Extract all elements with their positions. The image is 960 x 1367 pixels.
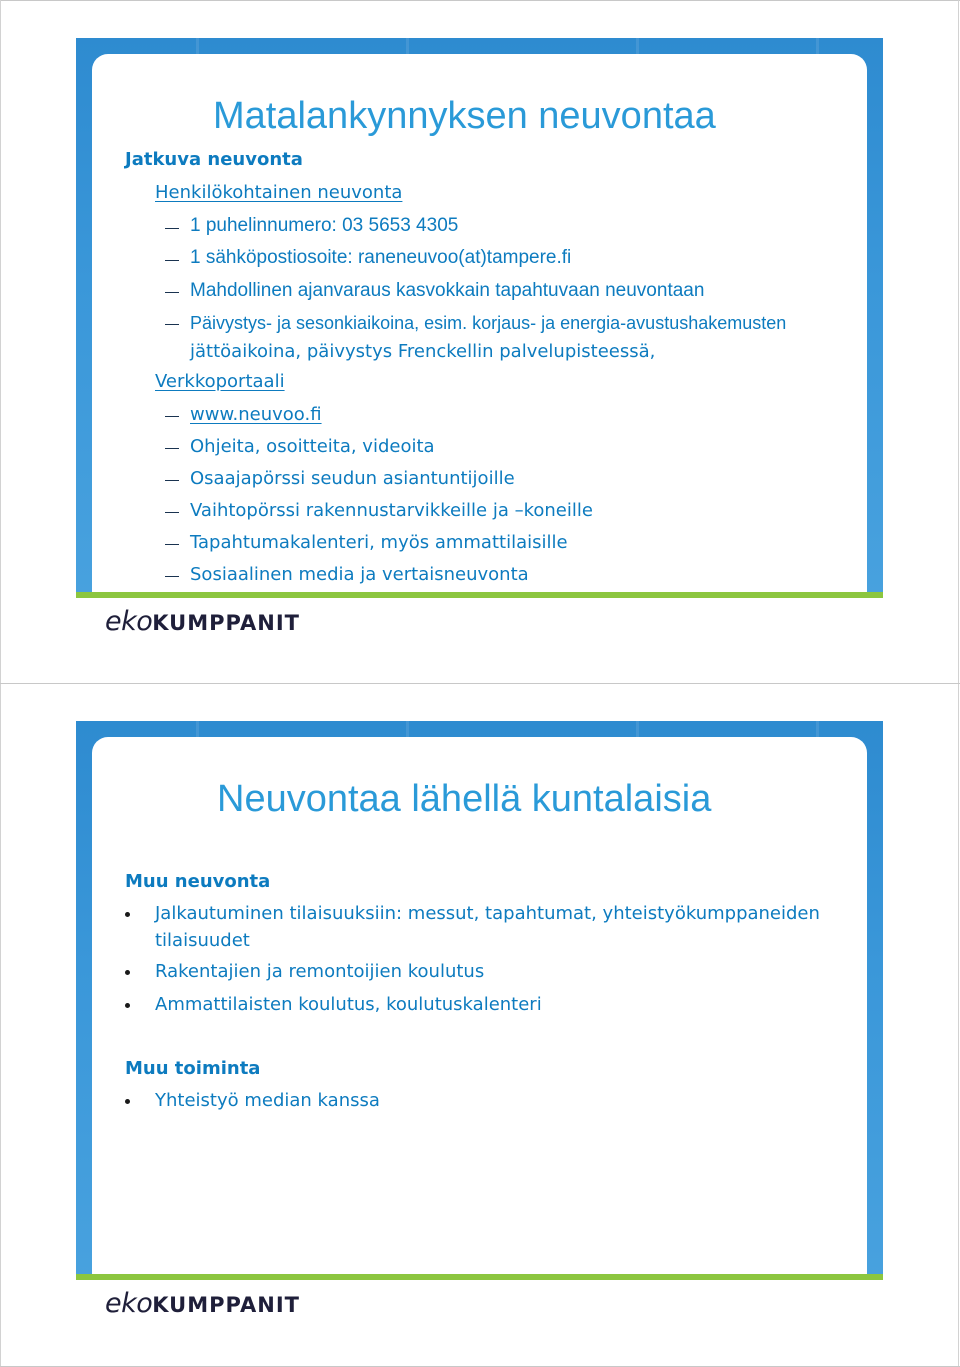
list-item: Rakentajien ja remontoijien koulutus: [155, 961, 485, 982]
logo-eko-text: eko: [105, 1288, 153, 1319]
bullet: [125, 1003, 130, 1008]
dash-bullet: [165, 544, 179, 545]
subsection-label: Henkilökohtainen neuvonta: [155, 182, 403, 203]
list-item: Tapahtumakalenteri, myös ammattilaisille: [190, 532, 568, 553]
ekokumppanit-logo: [105, 606, 300, 637]
list-item: [190, 310, 786, 337]
footer-green-line: [76, 592, 883, 598]
list-item: Ohjeita, osoitteita, videoita: [190, 436, 435, 457]
list-item-text: Päivystys- ja sesonkiaikoina, esim. korjaus- ja energia-avustushakemusten: [190, 313, 787, 333]
section-heading: Jatkuva neuvonta: [125, 149, 303, 170]
logo-kumppanit-text: KUMPPANIT: [152, 611, 300, 635]
dash-bullet: [165, 512, 179, 513]
list-item: Jalkautuminen tilaisuuksiin: messut, tapahtumat, yhteistyökumppaneiden: [155, 903, 820, 924]
slide-1: [76, 38, 883, 645]
slide-2-title: Neuvontaa lähellä kuntalaisia: [217, 778, 712, 820]
list-item: Yhteistyö median kanssa: [155, 1090, 380, 1111]
dash-bullet: [165, 576, 179, 577]
list-item: Mahdollinen ajanvaraus kasvokkain tapahtuvaan neuvontaan: [190, 280, 705, 301]
section-heading: Muu toiminta: [125, 1058, 261, 1079]
list-item: Sosiaalinen media ja vertaisneuvonta: [190, 564, 529, 585]
bullet: [125, 912, 130, 917]
website-link[interactable]: www.neuvoo.fi: [190, 404, 322, 425]
dash-bullet: [165, 416, 179, 417]
list-item: Vaihtopörssi rakennustarvikkeille ja –koneille: [190, 500, 593, 521]
dash-bullet: [165, 324, 179, 325]
footer-green-line: [76, 1274, 883, 1280]
list-item-continuation: tilaisuudet: [155, 930, 250, 951]
slide-1-footer: [76, 592, 883, 645]
bullet: [125, 970, 130, 975]
logo-eko-text: eko: [105, 606, 153, 637]
dash-bullet: [165, 228, 179, 229]
dash-bullet: [165, 448, 179, 449]
page-border-top: [0, 0, 960, 1]
list-item: 1 sähköpostiosoite: raneneuvoo(at)tampere.fi: [190, 247, 572, 268]
bullet: [125, 1099, 130, 1104]
list-item: 1 puhelinnumero: 03 5653 4305: [190, 215, 459, 236]
subsection-label: Verkkoportaali: [155, 371, 285, 392]
dash-bullet: [165, 480, 179, 481]
dash-bullet: [165, 260, 179, 261]
dash-bullet: [165, 292, 179, 293]
page-separator: [0, 683, 960, 684]
slide-2-footer: [76, 1274, 883, 1328]
ekokumppanit-logo: [105, 1288, 300, 1319]
list-item-continuation: jättöaikoina, päivystys Frenckellin palvelupisteessä,: [190, 341, 656, 362]
slide-2: [76, 721, 883, 1328]
slide-1-title: Matalankynnyksen neuvontaa: [213, 95, 716, 137]
list-item: Ammattilaisten koulutus, koulutuskalenteri: [155, 994, 542, 1015]
logo-kumppanit-text: KUMPPANIT: [152, 1293, 300, 1317]
section-heading: Muu neuvonta: [125, 871, 271, 892]
list-item: Osaajapörssi seudun asiantuntijoille: [190, 468, 515, 489]
